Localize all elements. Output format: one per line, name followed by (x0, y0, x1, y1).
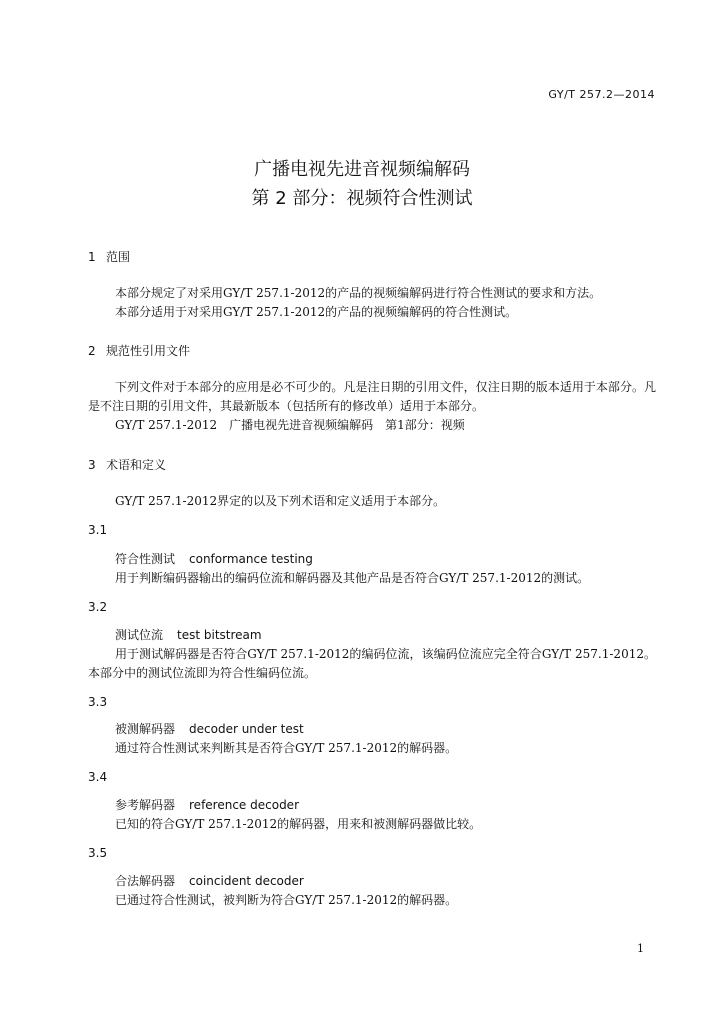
term-heading (115, 722, 304, 736)
section-number: 2 (88, 344, 96, 358)
paragraph: GY/T 257.1-2012界定的以及下列术语和定义适用于本部分。 (115, 494, 446, 508)
paragraph: 下列文件对于本部分的应用是必不可少的。凡是注日期的引用文件，仅注日期的版本适用于本部分。凡是不注日期的引用文件，其最新版本（包括所有的修改单）适用于本部分。 (88, 380, 656, 413)
term-en: test bitstream (177, 628, 262, 642)
term-number: 3.3 (88, 695, 108, 709)
section-number: 3 (88, 458, 96, 472)
document-subtitle: 第 2 部分：视频符合性测试 (251, 188, 473, 209)
term-number: 3.2 (88, 600, 108, 614)
term-heading (115, 798, 299, 812)
section-heading-scope (88, 250, 130, 264)
term-cn: 被测解码器 (115, 722, 176, 736)
document-code: GY/T 257.2—2014 (548, 88, 655, 101)
term-cn: 符合性测试 (115, 552, 176, 566)
term-en: reference decoder (189, 798, 300, 812)
term-definition: 用于测试解码器是否符合GY/T 257.1-2012的编码位流，该编码位流应完全符合GY/T 257.1-2012。本部分中的测试位流即为符合性编码位流。 (88, 647, 656, 680)
term-number: 3.4 (88, 770, 108, 784)
term-definition: 通过符合性测试来判断其是否符合GY/T 257.1-2012的解码器。 (115, 741, 458, 755)
term-definition: 已知的符合GY/T 257.1-2012的解码器，用来和被测解码器做比较。 (115, 817, 482, 831)
term-number: 3.5 (88, 846, 108, 860)
section-title: 范围 (106, 250, 131, 264)
page-number: 1 (637, 942, 644, 955)
section-title: 术语和定义 (106, 458, 167, 472)
term-cn: 合法解码器 (115, 874, 176, 888)
term-heading (115, 628, 262, 642)
term-heading (115, 552, 313, 566)
term-heading (115, 874, 304, 888)
document-title: 广播电视先进音视频编解码 (254, 159, 470, 180)
term-en: coincident decoder (189, 874, 304, 888)
paragraph: 本部分规定了对采用GY/T 257.1-2012的产品的视频编解码进行符合性测试的要求和方法。 (115, 286, 602, 300)
term-cn: 参考解码器 (115, 798, 176, 812)
term-en: decoder under test (189, 722, 304, 736)
section-heading-terms (88, 458, 166, 472)
term-number: 3.1 (88, 523, 108, 537)
reference-entry: GY/T 257.1-2012 广播电视先进音视频编解码 第1部分：视频 (115, 418, 465, 432)
section-number: 1 (88, 250, 96, 264)
term-definition: 已通过符合性测试，被判断为符合GY/T 257.1-2012的解码器。 (115, 893, 458, 907)
term-definition: 用于判断编码器输出的编码位流和解码器及其他产品是否符合GY/T 257.1-2012的测试。 (115, 571, 590, 585)
term-cn: 测试位流 (115, 628, 164, 642)
term-en: conformance testing (189, 552, 313, 566)
section-title: 规范性引用文件 (106, 344, 191, 358)
section-heading-normative-references (88, 344, 190, 358)
paragraph: 本部分适用于对采用GY/T 257.1-2012的产品的视频编解码的符合性测试。 (115, 305, 518, 319)
